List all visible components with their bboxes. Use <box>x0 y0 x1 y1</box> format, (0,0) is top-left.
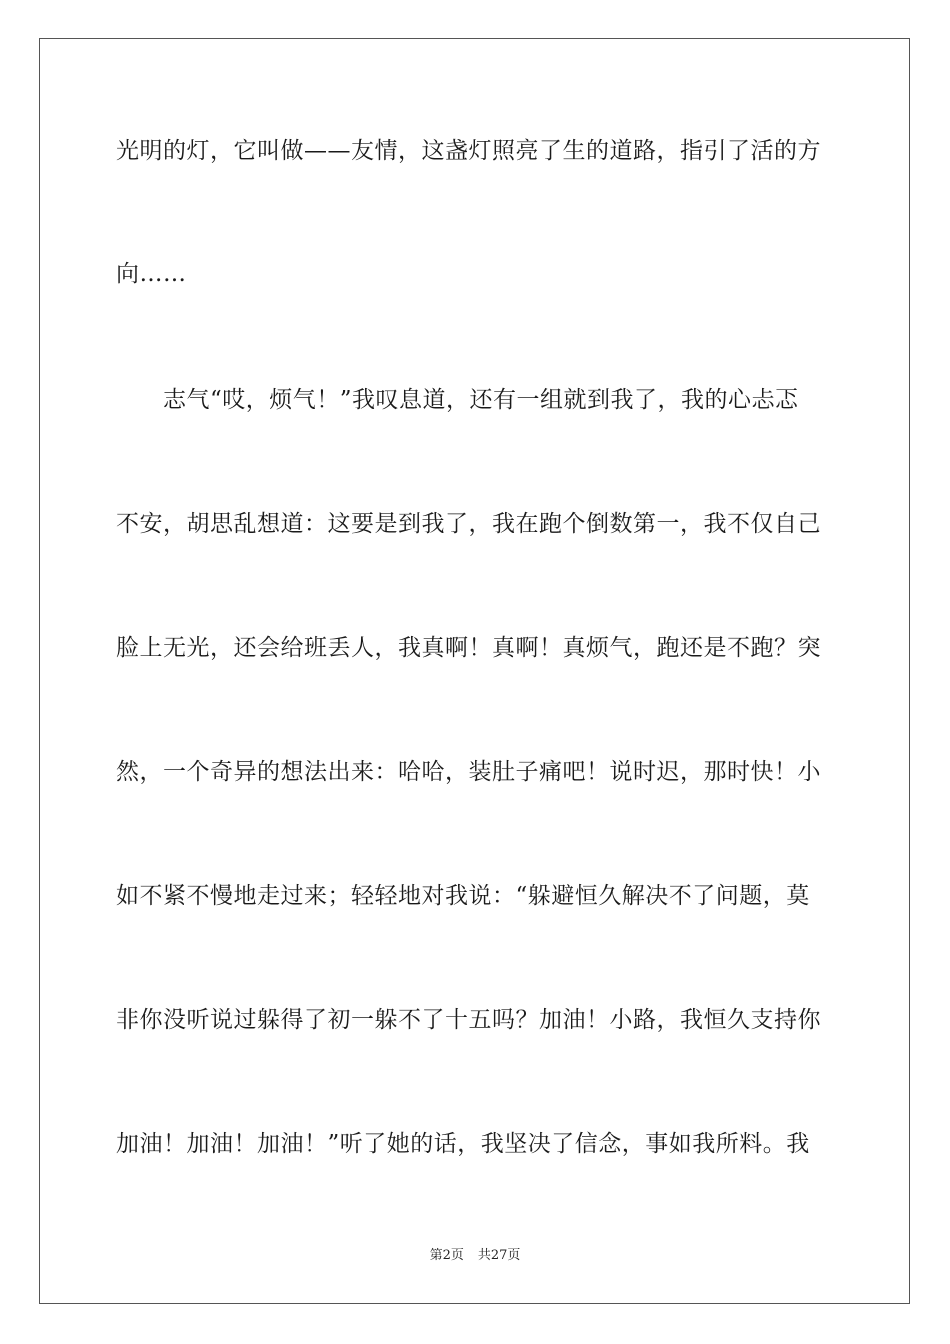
text-line: 志气“哎，烦气！”我叹息道，还有一组就到我了，我的心忐忑 <box>116 387 799 413</box>
text-line: 向…… <box>116 261 187 287</box>
page-number: 第2页 <box>429 1248 464 1263</box>
page-border <box>39 38 910 1304</box>
total-pages: 共27页 <box>477 1248 521 1263</box>
text-line: 非你没听说过躲得了初一躲不了十五吗？加油！小路，我恒久支持你 <box>116 1007 821 1033</box>
text-line: 如不紧不慢地走过来；轻轻地对我说：“躲避恒久解决不了问题，莫 <box>116 883 810 909</box>
text-line: 光明的灯，它叫做——友情，这盏灯照亮了生的道路，指引了活的方 <box>116 138 821 164</box>
page-footer <box>0 1247 950 1265</box>
text-line: 然，一个奇异的想法出来：哈哈，装肚子痛吧！说时迟，那时快！小 <box>116 759 821 785</box>
text-line: 不安，胡思乱想道：这要是到我了，我在跑个倒数第一，我不仅自己 <box>116 511 821 537</box>
text-line: 加油！加油！加油！”听了她的话，我坚决了信念，事如我所料。我 <box>116 1131 810 1157</box>
text-line: 脸上无光，还会给班丢人，我真啊！真啊！真烦气，跑还是不跑？突 <box>116 635 821 661</box>
